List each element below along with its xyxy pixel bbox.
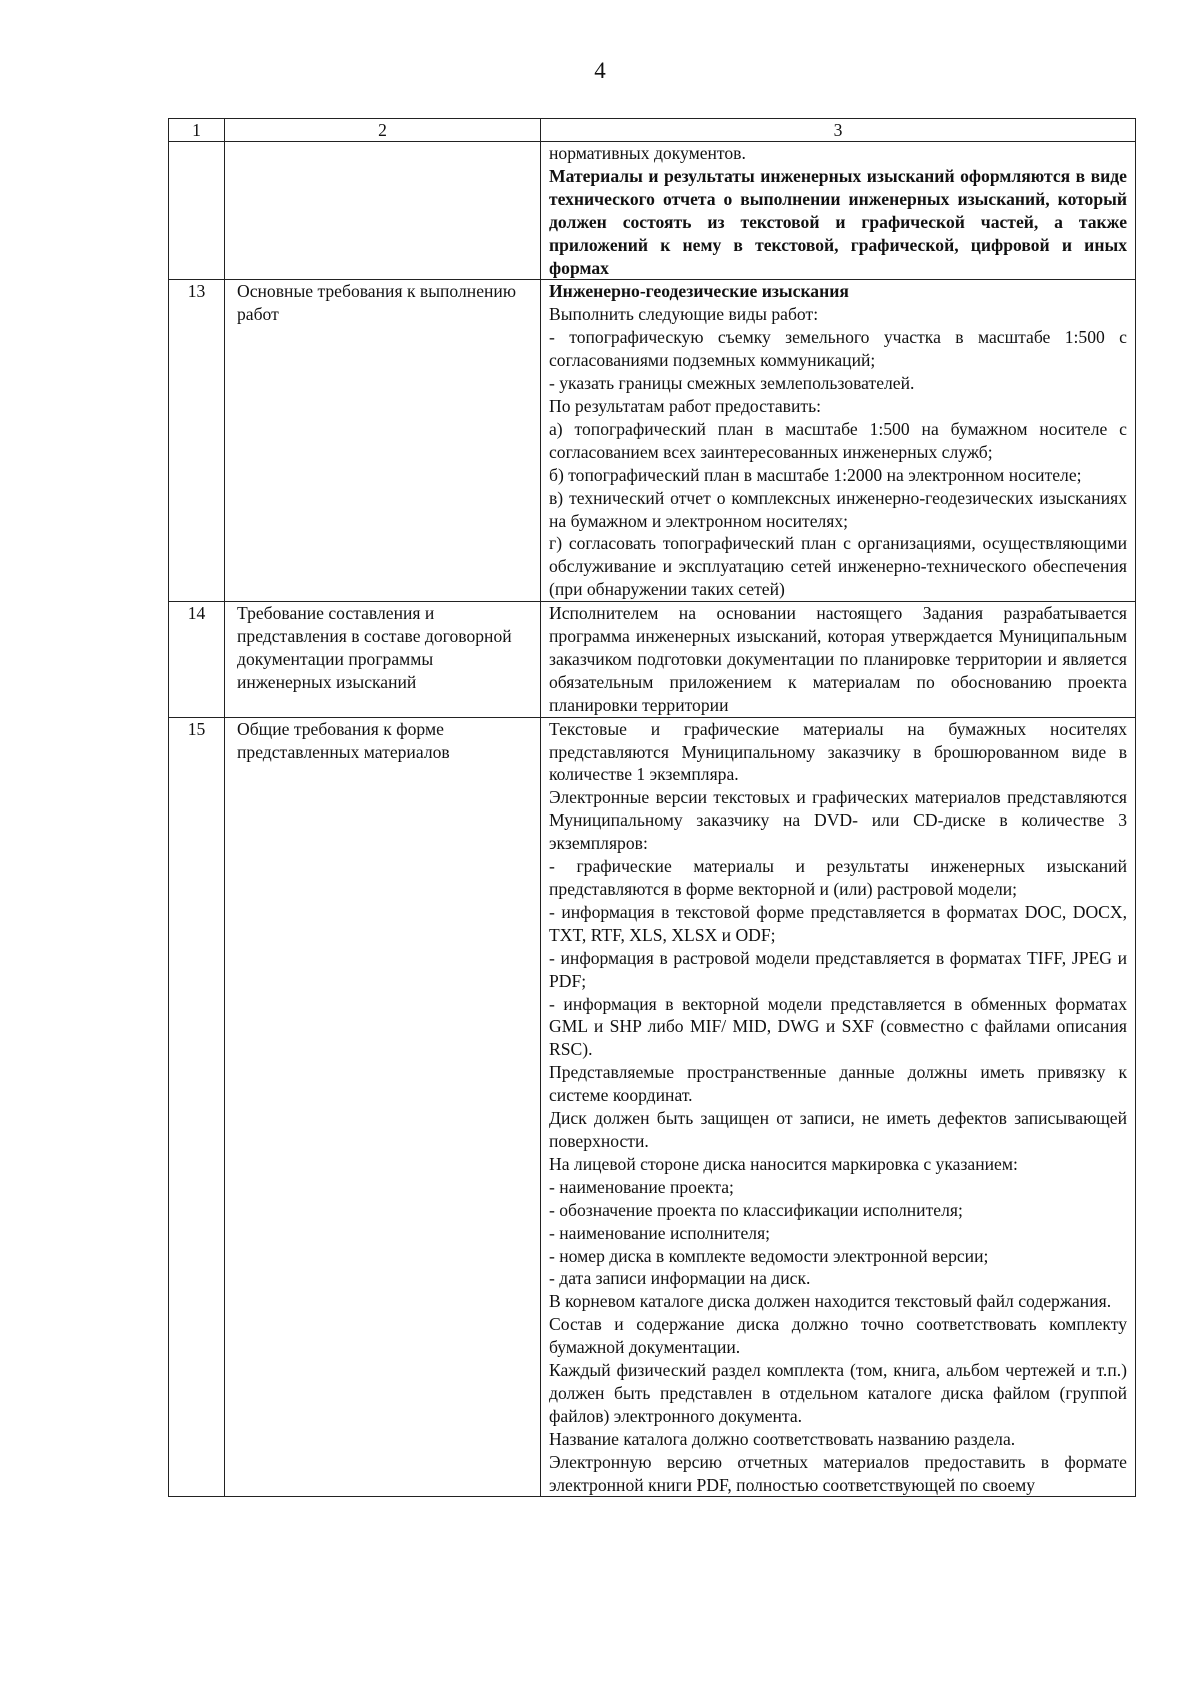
content-paragraph: - информация в текстовой форме представляется в форматах DOC, DOCX, TXT, RTF, XLS, XLSX и ODF; [549, 901, 1127, 945]
content-paragraph: На лицевой стороне диска наносится маркировка с указанием: [549, 1153, 1018, 1174]
content-paragraph: в) технический отчет о комплексных инженерно-геодезических изысканиях на бумажном и электронном носителях; [549, 487, 1127, 531]
content-paragraph: По результатам работ предоставить: [549, 395, 821, 416]
content-paragraph: Диск должен быть защищен от записи, не иметь дефектов записывающей поверхности. [549, 1108, 1127, 1151]
row-label: Основные требования к выполнению работ [225, 280, 541, 602]
row-number: 14 [169, 602, 225, 718]
content-paragraph: Представляемые пространственные данные должны иметь привязку к системе координат. [549, 1062, 1127, 1106]
content-paragraph: - топографическую съемку земельного участка в масштабе 1:500 с согласованиями подземных коммуникаций; [549, 327, 1127, 371]
content-paragraph: Электронные версии текстовых и графических материалов представляются Муниципальному заказчику на DVD- или CD-диске в количестве 3 экземпляров: [549, 787, 1127, 854]
row-label [225, 142, 541, 280]
content-paragraph: - информация в растровой модели представляется в форматах TIFF, JPEG и PDF; [549, 947, 1127, 991]
row-number: 13 [169, 280, 225, 602]
content-paragraph: Название каталога должно соответствовать названию раздела. [549, 1428, 1016, 1449]
content-paragraph: Состав и содержание диска должно точно соответствовать комплекту бумажной документации. [549, 1314, 1127, 1358]
content-paragraph: г) согласовать топографический план с организациями, осуществляющими обслуживание и эксплуатацию сетей инженерно-технического обеспечения (при обнаружении таких сетей) [549, 533, 1127, 600]
row-number: 15 [169, 717, 225, 1497]
content-paragraph: - наименование исполнителя; [549, 1222, 771, 1243]
content-paragraph: - номер диска в комплекте ведомости электронной версии; [549, 1245, 989, 1266]
table-row [169, 142, 1136, 280]
content-paragraph: Выполнить следующие виды работ: [549, 304, 819, 325]
content-paragraph: Материалы и результаты инженерных изысканий оформляются в виде технического отчета о выполнении инженерных изысканий, который должен состоять из текстовой и графической частей, а также приложений к нему в текстовой, графической, цифровой и иных формах [549, 165, 1127, 278]
table-header-row [169, 119, 1136, 142]
table-body [169, 142, 1136, 1497]
page-number: 4 [594, 58, 606, 83]
requirements-table [168, 118, 1136, 1497]
content-paragraph: - указать границы смежных землепользователей. [549, 373, 915, 394]
row-content [541, 280, 1136, 602]
row-label: Требование составления и представления в составе договорной документации программы инженерных изысканий [225, 602, 541, 718]
content-paragraph: - обозначение проекта по классификации исполнителя; [549, 1199, 963, 1220]
content-paragraph: В корневом каталоге диска должен находится текстовый файл содержания. [549, 1291, 1112, 1312]
row-number [169, 142, 225, 280]
row-label: Общие требования к форме представленных материалов [225, 717, 541, 1497]
content-paragraph: Текстовые и графические материалы на бумажных носителях представляются Муниципальному заказчику в брошюрованном виде в количестве 1 экземпляра. [549, 718, 1127, 785]
content-paragraph: нормативных документов. [549, 143, 746, 163]
row-content [541, 142, 1136, 280]
content-paragraph: Электронную версию отчетных материалов предоставить в формате электронной книги PDF, полностью соответствующей по своему [549, 1451, 1127, 1495]
content-paragraph: б) топографический план в масштабе 1:2000 на электронном носителе; [549, 464, 1082, 485]
content-paragraph: - графические материалы и результаты инженерных изысканий представляются в форме векторной и (или) растровой модели; [549, 856, 1127, 899]
content-paragraph: Исполнителем на основании настоящего Задания разрабатывается программа инженерных изысканий, которая утверждается Муниципальным заказчиком подготовки документации по планировке территории и является обязательным приложением к материалам по обоснованию проекта планировки территории [549, 603, 1127, 715]
content-paragraph: Инженерно-геодезические изыскания [549, 281, 849, 302]
row-content [541, 717, 1136, 1497]
table-row [169, 602, 1136, 718]
content-paragraph: Каждый физический раздел комплекта (том, книга, альбом чертежей и т.п.) должен быть представлен в отдельном каталоге диска файлом (группой файлов) электронного документа. [549, 1360, 1127, 1426]
header-col-2: 2 [225, 119, 541, 142]
content-paragraph: а) топографический план в масштабе 1:500 на бумажном носителе с согласованием всех заинтересованных инженерных служб; [549, 418, 1127, 462]
content-paragraph: - наименование проекта; [549, 1176, 734, 1197]
content-paragraph: - дата записи информации на диск. [549, 1268, 811, 1289]
table-row [169, 717, 1136, 1497]
content-paragraph: - информация в векторной модели представляется в обменных форматах GML и SHP либо MIF/ MID, DWG и SXF (совместно с файлами описания RSC). [549, 993, 1127, 1060]
row-content [541, 602, 1136, 718]
header-col-3: 3 [541, 119, 1136, 142]
table-row [169, 280, 1136, 602]
header-col-1: 1 [169, 119, 225, 142]
